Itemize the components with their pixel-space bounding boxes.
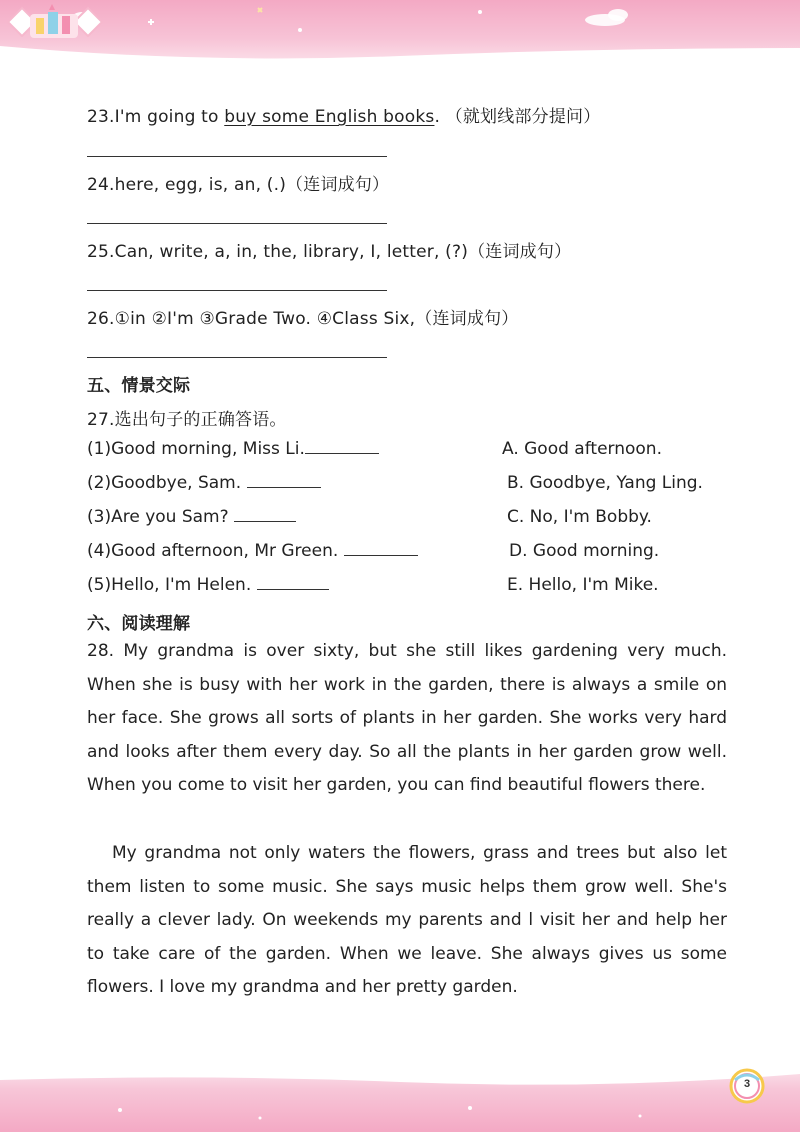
matching-item-1-text: (1)Good morning, Miss Li.	[87, 439, 305, 459]
option-a: A. Good afternoon.	[502, 439, 662, 459]
section-6-title: 六、阅读理解	[87, 614, 191, 634]
answer-line-24[interactable]	[87, 223, 387, 224]
matching-item-2	[87, 473, 321, 493]
option-e: E. Hello, I'm Mike.	[507, 575, 659, 595]
matching-blank-4[interactable]	[344, 541, 418, 556]
section-5-title: 五、情景交际	[87, 376, 191, 396]
logo-icon	[0, 0, 110, 44]
footer-decoration	[0, 1060, 800, 1132]
answer-line-25[interactable]	[87, 290, 387, 291]
matching-blank-1[interactable]	[305, 439, 379, 454]
reading-paragraph-1: 28. My grandma is over sixty, but she still likes gardening very much. When she is busy with her work in the garden, there is always a smile on her face. She grows all sorts of plants in her garden. She works very hard and looks after them every day. So all the plants in her garden grow well. When you come to visit her garden, you can find beautiful flowers there.	[87, 641, 727, 796]
answer-line-23[interactable]	[87, 156, 387, 157]
option-d: D. Good morning.	[509, 541, 660, 561]
matching-item-3	[87, 507, 296, 527]
option-c: C. No, I'm Bobby.	[507, 507, 652, 527]
header-clouds	[0, 0, 800, 70]
matching-item-4-text: (4)Good afternoon, Mr Green.	[87, 541, 339, 561]
question-23-prefix: 23.I'm going to	[87, 107, 225, 127]
header-decoration	[0, 0, 800, 70]
option-b: B. Goodbye, Yang Ling.	[507, 473, 703, 493]
matching-blank-3[interactable]	[234, 507, 296, 522]
question-25: 25.Can, write, a, in, the, library, I, letter, (?)（连词成句）	[87, 242, 572, 262]
page-number-badge	[729, 1068, 765, 1104]
reading-paragraph-2: My grandma not only waters the flowers, grass and trees but also let them listen to some music. She says music helps them grow well. She's really a clever lady. On weekends my parents and l visit her and help her to take care of the garden. When we leave. She always gives us some flowers. I love my grandma and her pretty garden.	[87, 843, 727, 998]
question-23-suffix: . （就划线部分提问）	[434, 107, 601, 127]
matching-blank-2[interactable]	[247, 473, 321, 488]
question-23	[87, 102, 600, 127]
matching-item-1	[87, 439, 379, 459]
question-27-title: 27.选出句子的正确答语。	[87, 410, 287, 430]
question-24: 24.here, egg, is, an, (.)（连词成句）	[87, 175, 390, 195]
matching-blank-5[interactable]	[257, 575, 329, 590]
matching-item-5	[87, 575, 329, 595]
question-23-underlined: buy some English books	[224, 107, 435, 127]
matching-item-2-text: (2)Goodbye, Sam.	[87, 473, 242, 493]
answer-line-26[interactable]	[87, 357, 387, 358]
footer-waves	[0, 1060, 800, 1132]
question-26: 26.①in ②I'm ③Grade Two. ④Class Six,（连词成句）	[87, 309, 519, 329]
matching-item-4	[87, 541, 418, 561]
matching-item-5-text: (5)Hello, I'm Helen.	[87, 575, 252, 595]
matching-item-3-text: (3)Are you Sam?	[87, 507, 229, 527]
page-number: 3	[743, 1078, 751, 1090]
